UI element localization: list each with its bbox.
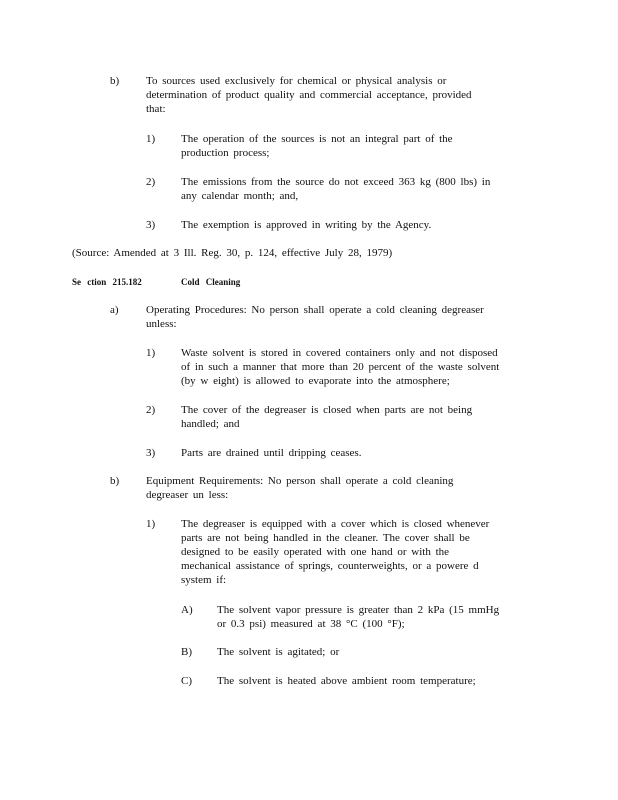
text-line: handled; and bbox=[181, 418, 240, 430]
source-note: (Source: Amended at 3 Ill. Reg. 30, p. 124, effective July 28, 1979) bbox=[72, 247, 393, 259]
item-label: b) bbox=[110, 75, 120, 87]
item-label: 2) bbox=[146, 176, 156, 188]
text-line: production process; bbox=[181, 147, 270, 159]
text-line: Parts are drained until dripping ceases. bbox=[181, 447, 362, 459]
text-line: system if: bbox=[181, 574, 227, 586]
text-line: parts are not being handled in the cleaner. The cover shall be bbox=[181, 532, 470, 544]
text-line: The cover of the degreaser is closed when parts are not being bbox=[181, 404, 473, 416]
text-line: determination of product quality and commercial acceptance, provided bbox=[146, 89, 472, 101]
item-text bbox=[181, 132, 453, 160]
text-line: designed to be easily operated with one hand or with the bbox=[181, 546, 450, 558]
item-text bbox=[181, 403, 472, 431]
item-text bbox=[181, 175, 490, 203]
text-line: or 0.3 psi) measured at 38 °C (100 °F); bbox=[217, 618, 405, 630]
item-label: A) bbox=[181, 604, 193, 616]
text-line: The solvent is heated above ambient room temperature; bbox=[217, 675, 476, 687]
text-line: degreaser un less: bbox=[146, 489, 229, 501]
item-label: 2) bbox=[146, 404, 156, 416]
text-line: The solvent is agitated; or bbox=[217, 646, 340, 658]
text-line: The emissions from the source do not exceed 363 kg (800 lbs) in bbox=[181, 176, 491, 188]
item-label: 3) bbox=[146, 219, 156, 231]
text-line: The operation of the sources is not an integral part of the bbox=[181, 133, 453, 145]
item-label: a) bbox=[110, 304, 119, 316]
text-line: The solvent vapor pressure is greater than 2 kPa (15 mmHg bbox=[217, 604, 500, 616]
text-line: Operating Procedures: No person shall operate a cold cleaning degreaser bbox=[146, 304, 484, 316]
section-number: Se ction 215.182 bbox=[72, 277, 142, 287]
item-label: C) bbox=[181, 675, 192, 687]
text-line: The exemption is approved in writing by the Agency. bbox=[181, 219, 432, 231]
text-line: mechanical assistance of springs, counterweights, or a powere d bbox=[181, 560, 479, 572]
item-label: b) bbox=[110, 475, 120, 487]
text-line: To sources used exclusively for chemical or physical analysis or bbox=[146, 75, 447, 87]
item-label: 3) bbox=[146, 447, 156, 459]
item-text bbox=[146, 74, 472, 116]
item-text bbox=[181, 446, 361, 460]
text-line: (by w eight) is allowed to evaporate into the atmosphere; bbox=[181, 375, 450, 387]
item-label: 1) bbox=[146, 133, 156, 145]
text-line: that: bbox=[146, 103, 166, 115]
text-line: The degreaser is equipped with a cover which is closed whenever bbox=[181, 518, 490, 530]
item-label: 1) bbox=[146, 347, 156, 359]
text-line: any calendar month; and, bbox=[181, 190, 299, 202]
section-title: Cold Cleaning bbox=[181, 277, 241, 287]
item-text bbox=[217, 674, 476, 688]
item-text bbox=[181, 517, 489, 587]
item-text bbox=[181, 218, 431, 232]
item-text bbox=[217, 645, 339, 659]
item-label: B) bbox=[181, 646, 192, 658]
item-text bbox=[146, 474, 453, 502]
item-text bbox=[217, 603, 499, 631]
item-text bbox=[181, 346, 499, 388]
text-line: of in such a manner that more than 20 percent of the waste solvent bbox=[181, 361, 500, 373]
text-line: Equipment Requirements: No person shall operate a cold cleaning bbox=[146, 475, 454, 487]
text-line: unless: bbox=[146, 318, 177, 330]
item-text bbox=[146, 303, 484, 331]
text-line: Waste solvent is stored in covered containers only and not disposed bbox=[181, 347, 498, 359]
item-label: 1) bbox=[146, 518, 156, 530]
